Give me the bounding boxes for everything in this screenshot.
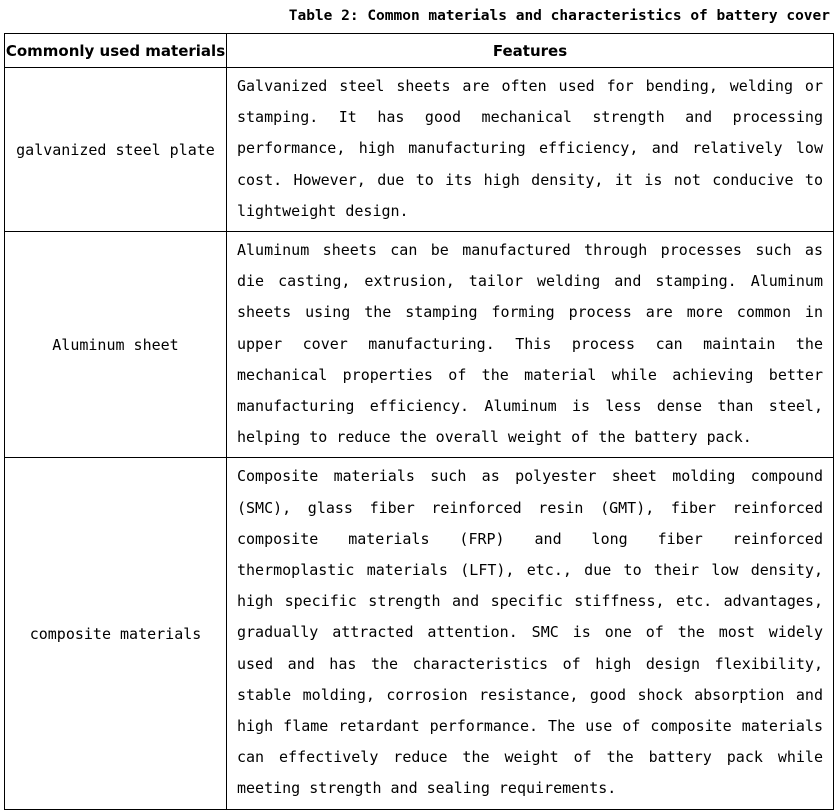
material-cell: galvanized steel plate xyxy=(5,68,227,232)
table-row xyxy=(5,232,834,458)
features-cell: Composite materials such as polyester sheet molding compound (SMC), glass fiber reinforced resin (GMT), fiber reinforced composite materials (FRP) and long fiber reinforced thermoplastic materials (LFT), etc., due to their low density, high specific strength and specific stiffness, etc. advantages, gradually attracted attention. SMC is one of the most widely used and has the characteristics of high design flexibility, stable molding, corrosion resistance, good shock absorption and high flame retardant performance. The use of composite materials can effectively reduce the weight of the battery pack while meeting strength and sealing requirements. xyxy=(227,458,834,809)
header-materials: Commonly used materials xyxy=(5,34,227,68)
material-cell: composite materials xyxy=(5,458,227,809)
table-caption: Table 2: Common materials and characteristics of battery cover xyxy=(288,8,830,24)
features-cell: Aluminum sheets can be manufactured through processes such as die casting, extrusion, tailor welding and stamping. Aluminum sheets using the stamping forming process are more common in upper cover manufacturing. This process can maintain the mechanical properties of the material while achieving better manufacturing efficiency. Aluminum is less dense than steel, helping to reduce the overall weight of the battery pack. xyxy=(227,232,834,458)
material-cell: Aluminum sheet xyxy=(5,232,227,458)
materials-table xyxy=(4,33,834,810)
header-features: Features xyxy=(227,34,834,68)
table-header-row xyxy=(5,34,834,68)
table-row xyxy=(5,458,834,809)
features-cell: Galvanized steel sheets are often used for bending, welding or stamping. It has good mechanical strength and processing performance, high manufacturing efficiency, and relatively low cost. However, due to its high density, it is not conducive to lightweight design. xyxy=(227,68,834,232)
table-row xyxy=(5,68,834,232)
